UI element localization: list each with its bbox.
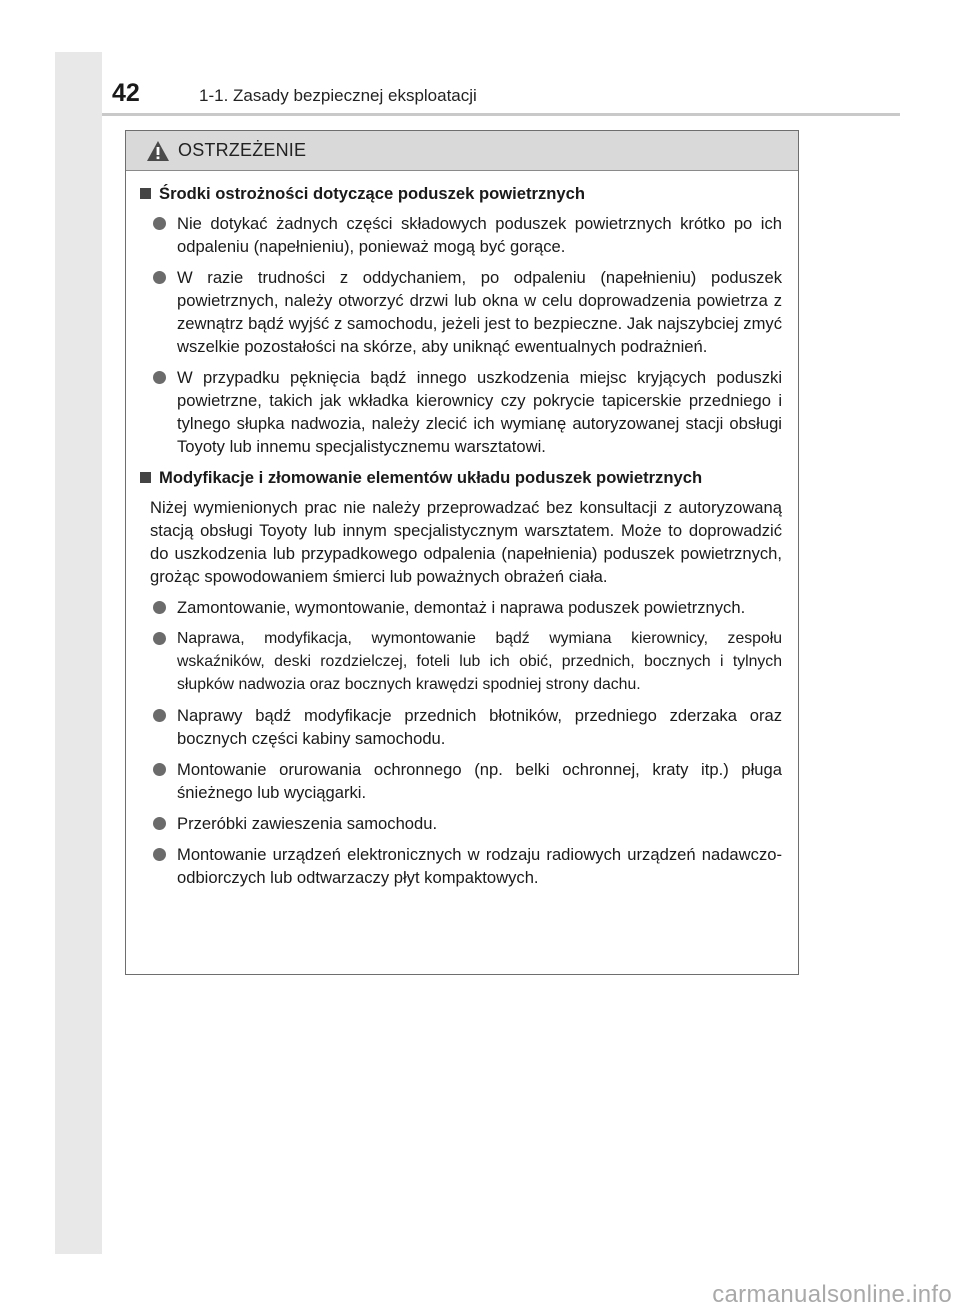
warning-label: OSTRZEŻENIE: [178, 140, 307, 160]
list-item: [138, 704, 782, 750]
round-bullet-icon: [153, 763, 166, 776]
watermark: carmanualsonline.info: [712, 1281, 952, 1308]
list-item: [138, 627, 782, 696]
round-bullet-icon: [153, 848, 166, 861]
round-bullet-icon: [153, 632, 166, 645]
round-bullet-icon: [153, 817, 166, 830]
warning-header: [126, 131, 798, 171]
square-bullet-icon: [140, 188, 151, 199]
list-item-text: Montowanie urządzeń elektronicznych w rodzaju radiowych urządzeń nadawczo-odbiorczych lub odtwarzaczy płyt kompaktowych.: [177, 845, 782, 887]
list-item-text: Nie dotykać żadnych części składowych poduszek powietrznych krótko po ich odpaleniu (napełnieniu), ponieważ mogą być gorące.: [177, 214, 782, 256]
list-item: [138, 596, 782, 619]
round-bullet-icon: [153, 217, 166, 230]
round-bullet-icon: [153, 271, 166, 284]
round-bullet-icon: [153, 371, 166, 384]
page-number: 42: [112, 79, 140, 107]
side-strip: [55, 52, 102, 1254]
chapter-title: 1-1. Zasady bezpiecznej eksploatacji: [199, 86, 477, 105]
section-heading: [138, 182, 782, 205]
section-heading-text: Środki ostrożności dotyczące poduszek powietrznych: [159, 184, 585, 203]
list-item-text: W przypadku pęknięcia bądź innego uszkodzenia miejsc kryjących poduszki powietrzne, takich jak wkładka kierownicy czy pokrycie tapicerskie przedniego i tylnego słupka nadwozia, należy zlecić ich wymianę autoryzowanej stacji obsługi Toyoty lub innemu specjalistycznemu warsztatowi.: [177, 368, 782, 456]
section-intro: Niżej wymienionych prac nie należy przeprowadzać bez konsultacji z autoryzowaną stacją obsługi Toyoty lub innym specjalistycznym warsztatem. Może to doprowadzić do uszkodzenia lub przypadkowego odpalenia (napełnienia) poduszek powietrznych, grożąc spowodowaniem śmierci lub poważnych obrażeń ciała.: [150, 498, 782, 586]
list-item-text: Naprawa, modyfikacja, wymontowanie bądź wymiana kierownicy, zespołu wskaźników, deski rozdzielczej, foteli lub ich obić, przednich, bocznych i tylnych słupków nadwozia oraz bocznych krawędzi spodniej strony dachu.: [177, 630, 782, 693]
square-bullet-icon: [140, 472, 151, 483]
list-item-text: Przeróbki zawieszenia samochodu.: [177, 814, 438, 833]
list-item: [138, 758, 782, 804]
list-item: [138, 812, 782, 835]
list-item: [138, 366, 782, 458]
warning-body: [126, 171, 798, 889]
list-item-text: Montowanie orurowania ochronnego (np. belki ochronnej, kraty itp.) pługa śnieżnego lub wyciągarki.: [177, 760, 782, 802]
list-item: [138, 266, 782, 358]
section-heading-text: Modyfikacje i złomowanie elementów układu poduszek powietrznych: [159, 468, 703, 487]
list-item-text: Naprawy bądź modyfikacje przednich błotników, przedniego zderzaka oraz bocznych części kabiny samochodu.: [177, 706, 782, 748]
round-bullet-icon: [153, 709, 166, 722]
header-rule: [102, 113, 900, 116]
list-item: [138, 843, 782, 889]
round-bullet-icon: [153, 601, 166, 614]
warning-triangle-icon: [146, 140, 170, 162]
list-item-text: Zamontowanie, wymontowanie, demontaż i naprawa poduszek powietrznych.: [177, 598, 746, 617]
section-heading: [138, 466, 782, 489]
warning-box: [125, 130, 799, 975]
list-item-text: W razie trudności z oddychaniem, po odpaleniu (napełnieniu) poduszek powietrznych, należy otworzyć drzwi lub okna w celu doprowadzenia powietrza z zewnątrz bądź wyjść z samochodu, jeżeli jest to bezpieczne. Jak najszybciej zmyć wszelkie pozostałości na skórze, aby uniknąć ewentualnych podrażnień.: [177, 268, 782, 356]
list-item: [138, 212, 782, 258]
